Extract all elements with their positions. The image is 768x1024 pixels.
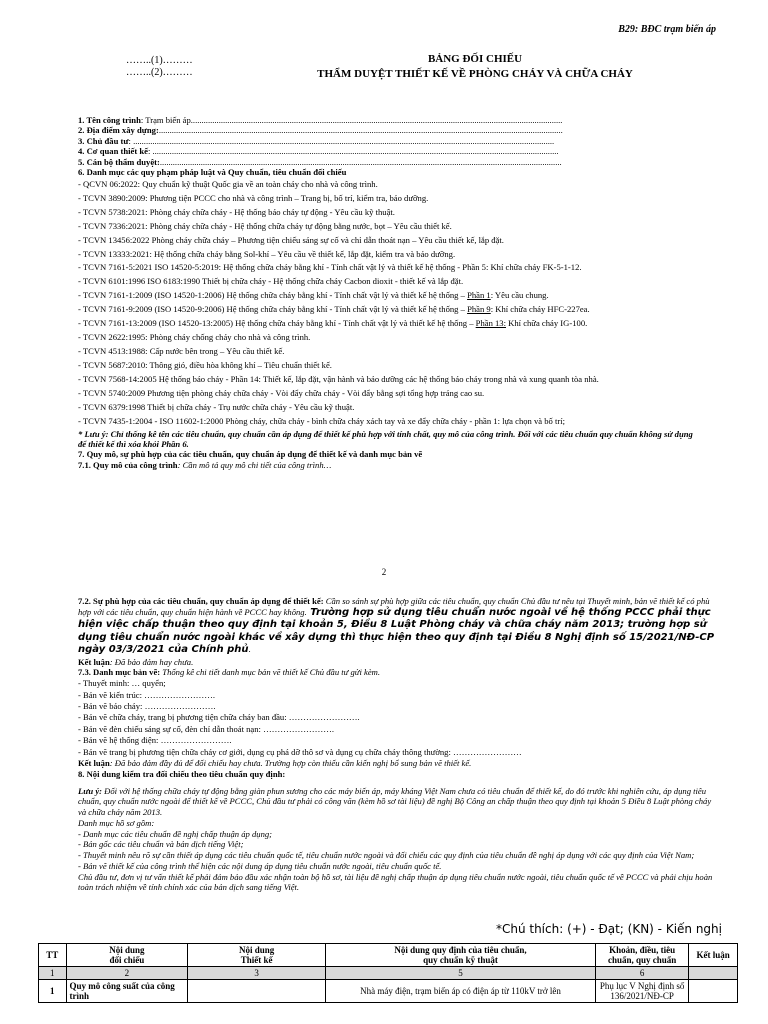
section-8-heading: 8. Nội dung kiểm tra đối chiếu theo tiêu chuẩn quy định:: [78, 768, 286, 779]
table-index-cell: 1: [39, 967, 67, 980]
field-project-name: 1. Tên công trình: Trạm biến áp.............................................................................................................................................................................: [78, 115, 563, 125]
standard-item: - TCVN 7435-1:2004 - ISO 11602-1:2000 Phòng cháy, chữa cháy - bình chữa cháy xách tay và xe đẩy chữa cháy - phần 1: lựa chọn và bố trí;: [78, 415, 566, 426]
legend: *Chú thích: (+) - Đạt; (KN) - Kiến nghị: [495, 922, 722, 936]
drawing-item: - Bản vẽ kiến trúc: …………………….: [78, 689, 216, 700]
table-index-cell: 6: [596, 967, 689, 980]
agency-code-2: ……..(2)………: [126, 67, 193, 78]
standard-item: - TCVN 7161-13:2009 (ISO 14520-13:2005) Hệ thống chữa cháy bằng khí - Tính chất vật lý và thiết kế hệ thống – Phần 13: Khí chữa cháy IG-100.: [78, 318, 588, 329]
dossier-item: Danh mục hồ sơ gồm:: [78, 817, 155, 828]
section-7-1: 7.1. Quy mô của công trình: Cần mô tả quy mô chi tiết của công trình…: [78, 459, 332, 470]
table-header-cell: TT: [39, 944, 67, 967]
agency-code-1: ……..(1)………: [126, 55, 193, 66]
section-7-3: 7.3. Danh mục bản vẽ: Thống kê chi tiết danh mục bản vẽ thiết kế Chủ đầu tư gửi kèm.: [78, 667, 381, 678]
field-reviewer: 5. Cán bộ thẩm duyệt:...........................................................................................................................................................................................: [78, 156, 562, 167]
table-index-cell: [689, 967, 738, 980]
standard-item: - TCVN 7336:2021: Phòng cháy chữa cháy - Hệ thống chữa cháy tự động bằng nước, bọt – Yêu cầu thiết kế.: [78, 220, 452, 231]
standard-item: - TCVN 6101:1996 ISO 6183:1990 Thiết bị chữa cháy - Hệ thống chữa cháy Cacbon dioxit - thiết kế và lắp đặt.: [78, 276, 464, 287]
field-investor: 3. Chủ đầu tư: ....................................................................................................................................................................................................: [78, 135, 555, 146]
table-cell: 1: [39, 980, 67, 1003]
standard-item: - TCVN 7161-5:2021 ISO 14520-5:2019: Hệ thống chữa cháy bằng khí - Tính chất vật lý và thiết kế hệ thống - Phần 5: Khí chữa cháy FK-5-1-12.: [78, 262, 582, 273]
table-cell: [689, 980, 738, 1003]
standard-item: - TCVN 2622:1995: Phòng cháy chống cháy cho nhà và công trình.: [78, 332, 311, 343]
doc-title: BẢNG ĐỐI CHIẾU: [427, 53, 523, 65]
standard-item: - TCVN 7161-1:2009 (ISO 14520-1:2006) Hệ thống chữa cháy bằng khí - Tính chất vật lý và thiết kế hệ thống – Phần 1: Yêu cầu chung.: [78, 290, 549, 301]
table-index-cell: 3: [188, 967, 326, 980]
table-cell: [188, 980, 326, 1003]
field-location: 2. Địa điểm xây dựng:............................................................................................................................................................................................: [78, 125, 563, 136]
comparison-table: [38, 943, 738, 1003]
standard-item: - TCVN 4513:1988: Cấp nước bên trong – Yêu cầu thiết kế.: [78, 345, 285, 356]
standard-item: - TCVN 13456:2022 Phòng cháy chữa cháy – Phương tiện chiếu sáng sự cố và chỉ dẫn thoát nạn – Yêu cầu thiết kế, lắp đặt.: [78, 234, 504, 245]
standards-list: [78, 178, 698, 429]
table-index-cell: 5: [325, 967, 595, 980]
table-header-cell: Nội dung Thiết kế: [188, 944, 326, 967]
page-number: 2: [381, 567, 387, 577]
standard-item: - TCVN 5738:2021: Phòng cháy chữa cháy - Hệ thống báo cháy tự động - Yêu cầu kỹ thuật.: [78, 206, 395, 217]
standard-item: - TCVN 3890:2009: Phương tiện PCCC cho nhà và công trình – Trang bị, bố trí, kiểm tra, bảo dưỡng.: [78, 192, 429, 203]
dossier-item: - Danh mục các tiêu chuẩn đề nghị chấp thuận áp dụng;: [78, 828, 273, 839]
table-cell: Quy mô công suất của công trình: [66, 980, 188, 1003]
standard-item: - TCVN 5687:2010: Thông gió, điều hòa không khí – Tiêu chuẩn thiết kế.: [78, 359, 332, 370]
standard-item: - TCVN 6379:1998 Thiết bị chữa cháy - Trụ nước chữa cháy - Yêu cầu kỹ thuật.: [78, 401, 355, 412]
conclusion-2: Kết luận: Đã bảo đảm đầy đủ để đối chiếu hay chưa. Trường hợp còn thiếu cần kiến nghị bổ sung bản vẽ thiết kế.: [78, 758, 472, 769]
table-index-row: [39, 967, 738, 980]
table-index-cell: 2: [66, 967, 188, 980]
table-header-row: [39, 944, 738, 967]
standard-item: - TCVN 13333:2021: Hệ thống chữa cháy bằng Sol-khí – Yêu cầu về thiết kế, lắp đặt, kiểm tra và bảo dưỡng.: [78, 248, 456, 259]
section-7-2: 7.2. Sự phù hợp của các tiêu chuẩn, quy chuẩn áp dụng để thiết kế: Cần so sánh sự phù hợp giữa các tiêu chuẩn, quy chuẩn Chủ đầu tư nêu tại Thuyết minh, bản vẽ thiết kế có phù hợp với các tiêu chuẩn, quy chuẩn hiện hành về PCCC hay không. Trường hợp sử dụng tiêu chuẩn nước ngoài về hệ thống PCCC phải thực hiện việc chấp thuận theo quy định tại khoản 5, Điều 8 Luật Phòng cháy và chữa cháy năm 2013; trường hợp sử dụng tiêu chuẩn nước ngoài khác về xây dựng thì thực hiện theo quy định tại Điều 8 Nghị định số 15/2021/NĐ-CP ngày 03/3/2021 của Chính phủ. Kết luận: Đã bảo đảm hay chưa. 7.3. Danh mục bản vẽ: Thống kê chi tiết danh mục bản vẽ thiết kế Chủ đầu tư gửi kèm. - Thuyết minh: … quyển; - Bản vẽ kiến trúc: ……………………. - Bản vẽ báo cháy: ……………………. - Bản vẽ chữa cháy, trang bị phương tiện chữa cháy ban đầu: ……………………. - Bản vẽ đèn chiếu sáng sự cố, đèn chỉ dẫn thoát nạn: ……………………. - Bản vẽ hệ thống điện: ……………………. - Bản vẽ trang bị phương tiện chữa cháy cơ giới, dụng cụ phá dỡ thô sơ và dụng cụ chữa cháy thông thường: …………………… Kết luận: Đã bảo đảm đầy đủ để đối chiếu hay chưa. Trường hợp còn thiếu cần kiến nghị bổ sung bản vẽ thiết kế. 8. Nội dung kiểm tra đối chiếu theo tiêu chuẩn quy định: Lưu ý: Đối với hệ thống chữa cháy tự động bằng giàn phun sương cho các máy biến áp, máy kháng Việt Nam chưa có tiêu chuẩn để thiết kế, do đó trước khi nghiên cứu, áp dụng tiêu chuẩn, quy chuẩn nước ngoài để thiết kế về PCCC, Chủ đầu tư phải có công văn (kèm hồ sơ tài liệu) đề nghị Bộ Công an chấp thuận theo quy định tại khoản 5 Điều 8 Luật phòng cháy và chữa cháy năm 2013. Danh mục hồ sơ gồm: - Danh mục các tiêu chuẩn đề nghị chấp thuận áp dụng; - Bản gốc các tiêu chuẩn và bản dịch tiếng Việt; - Thuyết minh nêu rõ sự cần thiết áp dụng các tiêu chuẩn quốc tế, tiêu chuẩn nước ngoài và đối chiếu các quy định của tiêu chuẩn đề nghị áp dụng với các quy định của Việt Nam; - Bản vẽ thiết kế của công trình thể hiện các nội dung áp dụng tiêu chuẩn nước ngoài, tiêu chuẩn quốc tế. Chủ đầu tư, đơn vị tư vấn thiết kế phải đảm bảo đầu xác nhận toàn bộ hồ sơ, tài liệu đề nghị chấp thuận áp dụng tiêu chuẩn nước ngoài, tiêu chuẩn quốc tế về PCCC và phải chịu hoàn toàn trách nhiệm về tính chính xác của bản dịch sang tiếng Việt.: [78, 596, 718, 893]
table-cell: Phụ lục V Nghị định số 136/2021/NĐ-CP: [596, 980, 689, 1003]
standards-heading: 6. Danh mục các quy phạm pháp luật và Quy chuẩn, tiêu chuẩn đối chiếu: [78, 167, 347, 178]
table-row: [39, 980, 738, 1003]
dossier-item: Chủ đầu tư, đơn vị tư vấn thiết kế phải đảm bảo đầu xác nhận toàn bộ hồ sơ, tài liệu đề nghị chấp thuận áp dụng tiêu chuẩn nước ngoài, tiêu chuẩn quốc tế về PCCC và phải chịu hoàn toàn trách nhiệm về tính chính xác của bản dịch sang tiếng Việt.: [78, 871, 713, 893]
dossier-item: - Bản vẽ thiết kế của công trình thể hiện các nội dung áp dụng tiêu chuẩn nước ngoài, tiêu chuẩn quốc tế.: [78, 860, 442, 871]
table-cell: Nhà máy điện, trạm biến áp có điện áp từ 110kV trở lên: [325, 980, 595, 1003]
table-header-cell: Khoản, điều, tiêu chuẩn, quy chuẩn: [596, 944, 689, 967]
section-7-heading: 7. Quy mô, sự phù hợp của các tiêu chuẩn, quy chuẩn áp dụng để thiết kế và danh mục bản vẽ: [78, 449, 423, 460]
table-header-cell: Nội dung đối chiếu: [66, 944, 188, 967]
doc-subtitle: THẨM DUYỆT THIẾT KẾ VỀ PHÒNG CHÁY VÀ CHỮA CHÁY: [317, 68, 633, 80]
conclusion-1: Kết luận: Đã bảo đảm hay chưa.: [78, 656, 194, 667]
table-header-cell: Nội dung quy định của tiêu chuẩn, quy chuẩn kỹ thuật: [325, 944, 595, 967]
drawing-item: - Bản vẽ hệ thống điện: …………………….: [78, 735, 232, 746]
drawing-item: - Bản vẽ trang bị phương tiện chữa cháy cơ giới, dụng cụ phá dỡ thô sơ và dụng cụ chữa cháy thông thường: ……………………: [78, 746, 522, 757]
drawing-item: - Bản vẽ chữa cháy, trang bị phương tiện chữa cháy ban đầu: …………………….: [78, 712, 360, 723]
info-section: [78, 115, 698, 470]
field-design-agency: 4. Cơ quan thiết kế: .............................................................................................................................................................................................: [78, 146, 559, 157]
form-code: B29: BĐC trạm biến áp: [618, 24, 716, 35]
drawing-item: - Bản vẽ đèn chiếu sáng sự cố, đèn chỉ dẫn thoát nạn: …………………….: [78, 723, 334, 734]
drawing-item: - Thuyết minh: … quyển;: [78, 678, 166, 689]
section-8-note: Lưu ý: Đối với hệ thống chữa cháy tự động bằng giàn phun sương cho các máy biến áp, máy kháng Việt Nam chưa có tiêu chuẩn để thiết kế, do đó trước khi nghiên cứu, áp dụng tiêu chuẩn, quy chuẩn nước ngoài để thiết kế về PCCC, Chủ đầu tư phải có công văn (kèm hồ sơ tài liệu) đề nghị Bộ Công an chấp thuận theo quy định tại khoản 5 Điều 8 Luật phòng cháy và chữa cháy năm 2013.: [78, 785, 712, 818]
standard-item: - TCVN 7161-9:2009 (ISO 14520-9:2006) Hệ thống chữa cháy bằng khí - Tính chất vật lý và thiết kế hệ thống – Phần 9: Khí chữa cháy HFC-227ea.: [78, 304, 590, 315]
dossier-item: - Bản gốc các tiêu chuẩn và bản dịch tiếng Việt;: [78, 839, 244, 850]
standard-item: - TCVN 5740:2009 Phương tiện phòng cháy chữa cháy - Vòi đẩy chữa cháy - Vòi đẩy bằng sợi tổng hợp tráng cao su.: [78, 387, 485, 398]
drawing-item: - Bản vẽ báo cháy: …………………….: [78, 701, 216, 712]
dossier-list: [78, 818, 718, 893]
table-header-cell: Kết luận: [689, 944, 738, 967]
standards-note: * Lưu ý: Chỉ thống kê tên các tiêu chuẩn, quy chuẩn cần áp dụng để thiết kế phù hợp với tính chất, quy mô của công trình. Đối với các tiêu chuẩn quy chuẩn không sử dụng để thiết kế thì xóa khỏi Phần 6.: [78, 428, 693, 449]
dossier-item: - Thuyết minh nêu rõ sự cần thiết áp dụng các tiêu chuẩn quốc tế, tiêu chuẩn nước ngoài và đối chiếu các quy định của tiêu chuẩn đề nghị áp dụng với các quy định của Việt Nam;: [78, 850, 695, 861]
drawings-list: [78, 678, 718, 758]
standard-item: - QCVN 06:2022: Quy chuẩn kỹ thuật Quốc gia về an toàn cháy cho nhà và công trình.: [78, 178, 378, 189]
standard-item: - TCVN 7568-14:2005 Hệ thống báo cháy - Phần 14: Thiết kế, lắp đặt, vận hành và bảo dưỡng các hệ thống báo cháy trong nhà và xung quanh tòa nhà.: [78, 373, 599, 384]
